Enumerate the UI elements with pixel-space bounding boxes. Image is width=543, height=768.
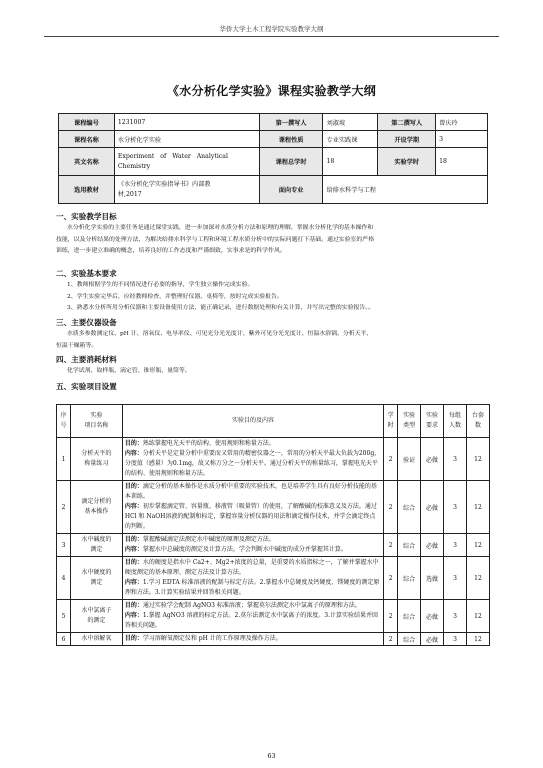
cell-sets: 12 (466, 557, 489, 600)
objectives-paragraph (56, 223, 488, 258)
text-line: 3、熟悉水分析所用分析仪器和主要设备使用方法，能正确记录，进行数据处理和有关计算，并写出完整的实验报告。。 (67, 305, 375, 312)
section-heading-objectives: 一、实验教学目标 (56, 212, 117, 221)
col-header-sets: 台套 数 (466, 405, 489, 438)
cell-project-name: 水中硬度的 测定 (70, 557, 122, 600)
info-label: 课程编号 (59, 114, 115, 131)
cell-sets: 12 (466, 633, 489, 646)
info-value: 水分析化学实验 (114, 131, 259, 148)
cell-purpose-content (122, 481, 383, 534)
table-header-row (57, 405, 490, 438)
purpose-line (125, 601, 381, 611)
info-label: 课程性质 (259, 131, 323, 148)
purpose-label: 目的： (124, 483, 143, 490)
purpose-label: 目的： (124, 635, 143, 642)
cell-type: 综合 (398, 633, 421, 646)
cell-type: 验证 (398, 438, 421, 481)
cell-group-size: 3 (444, 534, 467, 557)
purpose-text: 通过实验学会配制 AgNO3 标准溶液；掌握莫尔法测定水中氯离子的原理和方法。 (142, 602, 361, 609)
info-label: 第一撰写人 (259, 114, 323, 131)
cell-project-name: 水中溶解氧 (70, 633, 122, 646)
purpose-text: 滴定分析的基本操作是水质分析中重要的实验技术，也是培养学生具有良好分析技能的基本训练。 (124, 483, 377, 500)
content-line (125, 545, 381, 555)
cell-requirement: 必做 (421, 438, 444, 481)
text-line: 化学试剂、取样瓶、滴定管、锥形瓶、量筒等。 (67, 368, 191, 374)
course-info-table (58, 113, 488, 204)
textbook-line1: 《水分析化学实验指导书》内部教 (117, 180, 211, 188)
cell-requirement: 必做 (421, 481, 444, 534)
cell-seq: 5 (57, 600, 71, 633)
text-line: 技能，以及分析结果的处理方法，为解决给排水科学与工程和环境工程水质分析中的实际问题打下基础。通过实验室的严格 (56, 236, 375, 243)
content-label: 内容： (124, 546, 143, 553)
text-line: 水质多参数测定仪、pH 计、溶氧仪、电导率仪、可见光分光光度计、紫外可见分光光度计、恒温水浴锅、分析天平、 (67, 331, 373, 337)
content-label: 内容： (124, 503, 143, 510)
purpose-text: 水的硬度是指水中 Ca2+、Mg2+浓度的总量，是重要的水质指标之一，了解并掌握水中硬度测定的基本原理、测定方法及计算方法。 (124, 559, 379, 576)
cell-requirement: 必做 (421, 534, 444, 557)
content-line (125, 578, 381, 598)
content-label: 内容： (124, 612, 143, 619)
text-line: 水分析化学实验的主要任务是通过课堂实践，进一步加深对水质分析方法和原理的理解，掌握水分析化学的基本操作和 (67, 225, 374, 231)
table-row (57, 438, 490, 481)
cell-requirement: 必做 (421, 600, 444, 633)
cell-purpose-content (122, 438, 383, 481)
cell-sets: 12 (466, 600, 489, 633)
cell-sets: 12 (466, 534, 489, 557)
info-label: 第二撰写人 (378, 114, 436, 131)
table-row (57, 481, 490, 534)
text-line: 训练，进一步建立准确的概念，培养良好的工作态度和严谨细致，实事求是的科学作风。 (56, 248, 286, 255)
section-heading-equipment: 三、主要仪器设备 (56, 318, 117, 327)
english-name-line2: Chemistry (117, 162, 151, 170)
purpose-text: 熟练掌握电光天平的结构、使用规则和称量方法。 (142, 440, 275, 447)
content-text: 1.学习 EDTA 标准溶液的配制与标定方法。2.掌握水中总硬度及钙硬度、镁硬度的测定原理和方法。3.计算实验结果并回答相关问题。 (124, 579, 380, 596)
cell-hours: 2 (384, 534, 398, 557)
col-header-type: 实验 类型 (398, 405, 421, 438)
cell-seq: 4 (57, 557, 71, 600)
content-line (125, 502, 381, 532)
purpose-line (125, 482, 381, 502)
content-text: 1.掌握 AgNO3 溶液的标定方法。2.莫尔法测定水中氯离子的浓度。3.计算实验结果并回答相关问题。 (124, 612, 379, 629)
col-header-hours: 学 时 (384, 405, 398, 438)
info-label: 课程名称 (59, 131, 115, 148)
purpose-line (125, 558, 381, 578)
cell-hours: 2 (384, 438, 398, 481)
purpose-label: 目的： (124, 602, 143, 609)
cell-type: 综合 (398, 600, 421, 633)
cell-sets: 12 (466, 481, 489, 534)
content-line (125, 611, 381, 631)
purpose-line (125, 535, 381, 545)
info-label: 实验学时 (378, 148, 436, 176)
cell-requirement: 选做 (421, 557, 444, 600)
purpose-line (125, 439, 381, 449)
table-row (57, 534, 490, 557)
info-label: 课程总学时 (259, 148, 323, 176)
requirements-list (56, 280, 488, 315)
content-label: 内容： (124, 579, 143, 586)
cell-hours: 2 (384, 557, 398, 600)
cell-purpose-content (122, 633, 383, 646)
info-value: 18 (436, 148, 488, 176)
info-label: 选用教材 (59, 176, 115, 204)
info-value: 专业实践课 (323, 131, 378, 148)
cell-group-size: 3 (444, 633, 467, 646)
info-value: 给排水科学与工程 (323, 176, 488, 204)
col-header-group-size: 每组 人数 (444, 405, 467, 438)
col-header-requirement: 实验 要求 (421, 405, 444, 438)
content-line (125, 449, 381, 479)
english-name-line1: Experiment of Water Analytical (117, 152, 228, 160)
content-text: 分析天平是定量分析中重要而又常用的精密仪器之一，常用的分析天平最大负载为200g，分度值（感量）为0.1mg，故又称万分之一分析天平。通过分析天平的称量练习，掌握电光天平的结构、使用规则和称量方法。 (124, 450, 381, 477)
cell-requirement: 必做 (421, 633, 444, 646)
content-text: 掌握水中总碱度的测定及计算方法。学会判断水中碱度的成分并掌握其计算。 (142, 546, 347, 553)
cell-seq: 6 (57, 633, 71, 646)
cell-hours: 2 (384, 600, 398, 633)
materials-paragraph (56, 366, 488, 378)
info-row (59, 131, 488, 148)
cell-project-name: 滴定分析的 基本操作 (70, 481, 122, 534)
info-row (59, 176, 488, 204)
cell-purpose-content (122, 534, 383, 557)
purpose-label: 目的： (124, 536, 143, 543)
table-row (57, 633, 490, 646)
col-header-seq: 序 号 (57, 405, 71, 438)
cell-type: 综合 (398, 534, 421, 557)
table-row (57, 557, 490, 600)
cell-sets: 12 (466, 438, 489, 481)
cell-hours: 2 (384, 633, 398, 646)
cell-group-size: 3 (444, 438, 467, 481)
page-number: 63 (267, 752, 276, 760)
cell-seq: 2 (57, 481, 71, 534)
page-title: 《水分析化学实验》课程实验教学大纲 (166, 84, 377, 98)
info-value (114, 148, 259, 176)
running-header: 华侨大学土木工程学院实验教学大纲 (44, 24, 499, 37)
cell-seq: 3 (57, 534, 71, 557)
info-value (114, 176, 259, 204)
cell-group-size: 3 (444, 481, 467, 534)
content-label: 内容： (124, 450, 143, 457)
purpose-line (125, 634, 381, 644)
cell-project-name: 分析天平的 称量练习 (70, 438, 122, 481)
table-row (57, 600, 490, 633)
text-line: 1、教师根据学生的不同情况进行必要的指导，学生独立操作完成实验。 (67, 282, 254, 288)
section-heading-projects: 五、实验项目设置 (56, 382, 117, 391)
info-row (59, 148, 488, 176)
cell-project-name: 水中碱度的 测定 (70, 534, 122, 557)
info-value: 1231007 (114, 114, 259, 131)
equipment-paragraph (56, 329, 488, 352)
cell-group-size: 3 (444, 600, 467, 633)
text-line: 2、学生实验完毕后，应经教师检查，并整理好仪器、桌椅等，按时完成实验报告。 (67, 293, 283, 300)
purpose-label: 目的： (124, 559, 143, 566)
cell-purpose-content (122, 600, 383, 633)
section-heading-requirements: 二、实验基本要求 (56, 269, 117, 278)
content-text: 初步掌握滴定管、容量瓶、移液管（吸量管）的使用，了解酸碱的校准意义及方法。通过HCl 和 NaOH溶液的配制和标定，掌握容量分析仪器的用法和滴定操作技术，并学会滴定终点的判断。 (124, 503, 377, 530)
info-label: 面向专业 (259, 176, 323, 204)
section-heading-materials: 四、主要消耗材料 (56, 355, 117, 364)
info-row (59, 114, 488, 131)
textbook-line2: 材,2017 (117, 190, 142, 198)
cell-type: 综合 (398, 481, 421, 534)
text-line: 恒温干燥箱等。 (56, 342, 98, 349)
cell-seq: 1 (57, 438, 71, 481)
purpose-text: 学习溶解氧测定仪和 pH 计的工作原理及操作方法。 (142, 635, 282, 642)
cell-hours: 2 (384, 481, 398, 534)
cell-type: 综合 (398, 557, 421, 600)
cell-project-name: 水中氯离子 的测定 (70, 600, 122, 633)
info-label: 开设学期 (378, 131, 436, 148)
info-value: 曾庆玲 (436, 114, 488, 131)
info-value: 刘淑坡 (323, 114, 378, 131)
experiment-projects-table (56, 404, 490, 646)
purpose-label: 目的： (124, 440, 143, 447)
info-value: 18 (323, 148, 378, 176)
cell-group-size: 3 (444, 557, 467, 600)
col-header-content: 实验目的及内容 (122, 405, 383, 438)
cell-purpose-content (122, 557, 383, 600)
col-header-name: 实验 项目名称 (70, 405, 122, 438)
info-label: 英文名称 (59, 148, 115, 176)
info-value: 3 (436, 131, 488, 148)
purpose-text: 掌握酸碱滴定法测定水中碱度的原理及测定方法。 (142, 536, 275, 543)
